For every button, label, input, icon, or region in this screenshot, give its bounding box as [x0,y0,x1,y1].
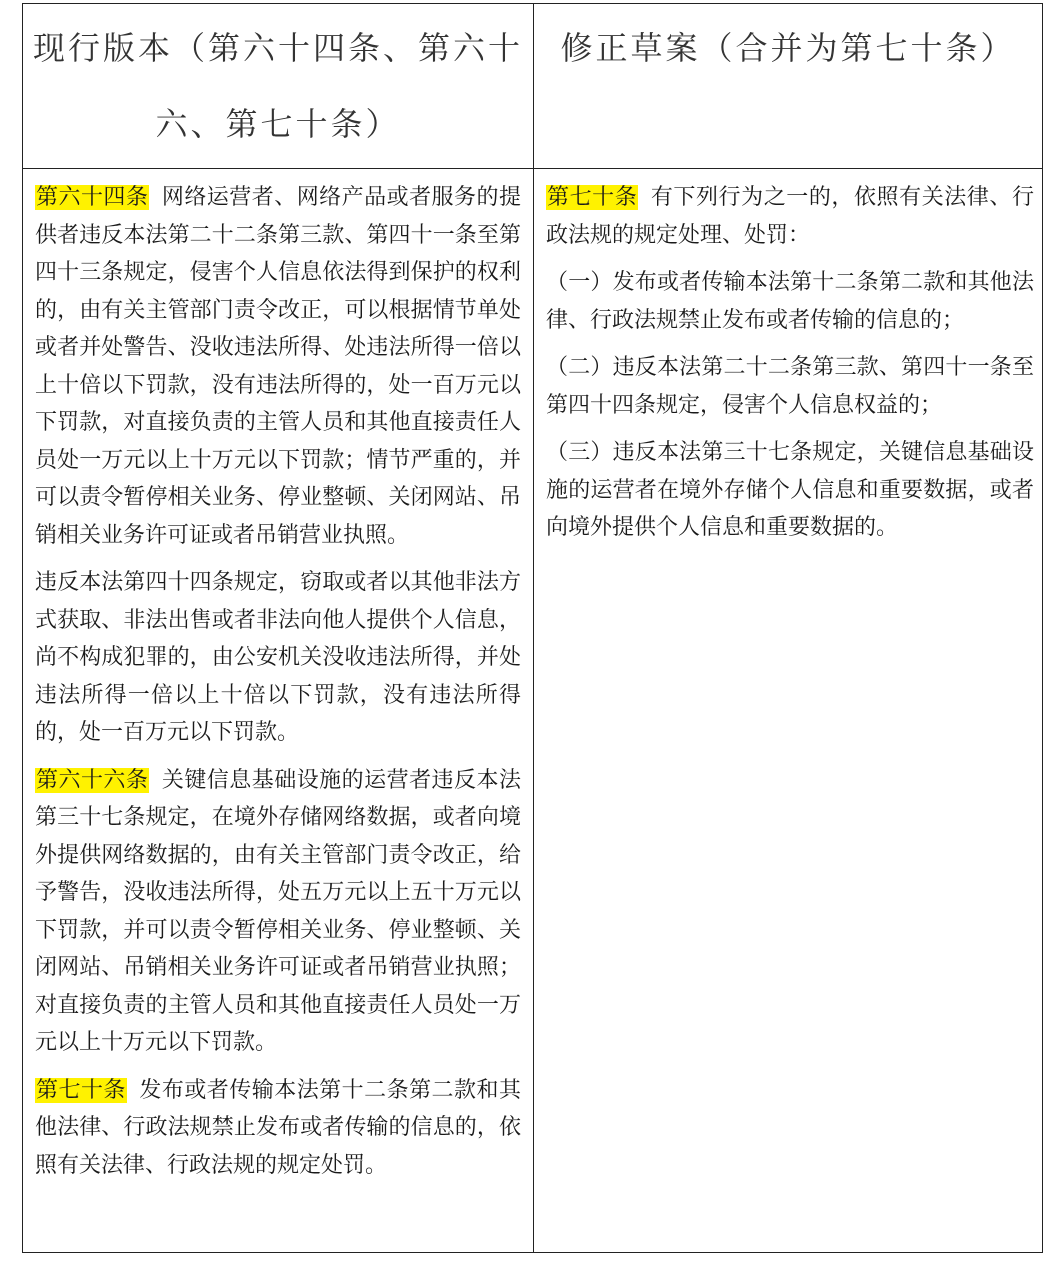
article-64-paragraph-2: 违反本法第四十四条规定，窃取或者以其他非法方式获取、非法出售或者非法向他人提供个人信息，尚不构成犯罪的，由公安机关没收违法所得，并处违法所得一倍以上十倍以下罚款，没有违法所得的，处一百万元以下罚款。 [35,570,521,745]
draft-article-70-intro [546,179,1034,254]
header-draft: 修正草案（合并为第七十条） [560,29,1016,67]
header-current-version: 现行版本（第六十四条、第六十六、第七十条） [32,29,523,143]
draft-article-70-label: 第七十条 [547,185,638,210]
draft-item-2: （二）违反本法第二十二条第三款、第四十一条至第四十四条规定，侵害个人信息权益的； [546,355,1034,418]
article-66-text: 关键信息基础设施的运营者违反本法第三十七条规定，在境外存储网络数据，或者向境外提供网络数据的，由有关主管部门责令改正，给予警告，没收违法所得，处五万元以上五十万元以下罚款，并可以责令暂停相关业务、停业整顿、关闭网站、吊销相关业务许可证或者吊销营业执照；对直接负责的主管人员和其他直接责任人员处一万元以上十万元以下罚款。 [35,767,521,1055]
article-64-text-1: 网络运营者、网络产品或者服务的提供者违反本法第二十二条第三款、第四十一条至第四十三条规定，侵害个人信息依法得到保护的权利的，由有关主管部门责令改正，可以根据情节单处或者并处警告、没收违法所得、处违法所得一倍以上十倍以下罚款，没有违法所得的，处一百万元以下罚款，对直接负责的主管人员和其他直接责任人员处一万元以上十万元以下罚款；情节严重的，并可以责令暂停相关业务、停业整顿、关闭网站、吊销相关业务许可证或者吊销营业执照。 [35,185,521,548]
draft-item-3: （三）违反本法第三十七条规定，关键信息基础设施的运营者在境外存储个人信息和重要数据，或者向境外提供个人信息和重要数据的。 [546,440,1034,540]
article-66-label: 第六十六条 [36,767,149,793]
current-version-cell [23,169,533,1252]
draft-cell [534,169,1042,1252]
article-66-paragraph [35,762,521,1062]
draft-item-1: （一）发布或者传输本法第十二条第二款和其他法律、行政法规禁止发布或者传输的信息的； [546,270,1034,333]
draft-article-70-intro-text: 有下列行为之一的，依照有关法律、行政法规的规定处理、处罚： [546,185,1034,248]
comparison-table [22,3,1043,1253]
article-64-paragraph-1 [35,179,521,554]
article-70-old-paragraph [35,1072,521,1185]
article-70-old-text: 发布或者传输本法第十二条第二款和其他法律、行政法规禁止发布或者传输的信息的，依照有关法律、行政法规的规定处罚。 [35,1077,521,1178]
article-70-old-label: 第七十条 [36,1077,126,1103]
article-64-label: 第六十四条 [36,185,149,210]
